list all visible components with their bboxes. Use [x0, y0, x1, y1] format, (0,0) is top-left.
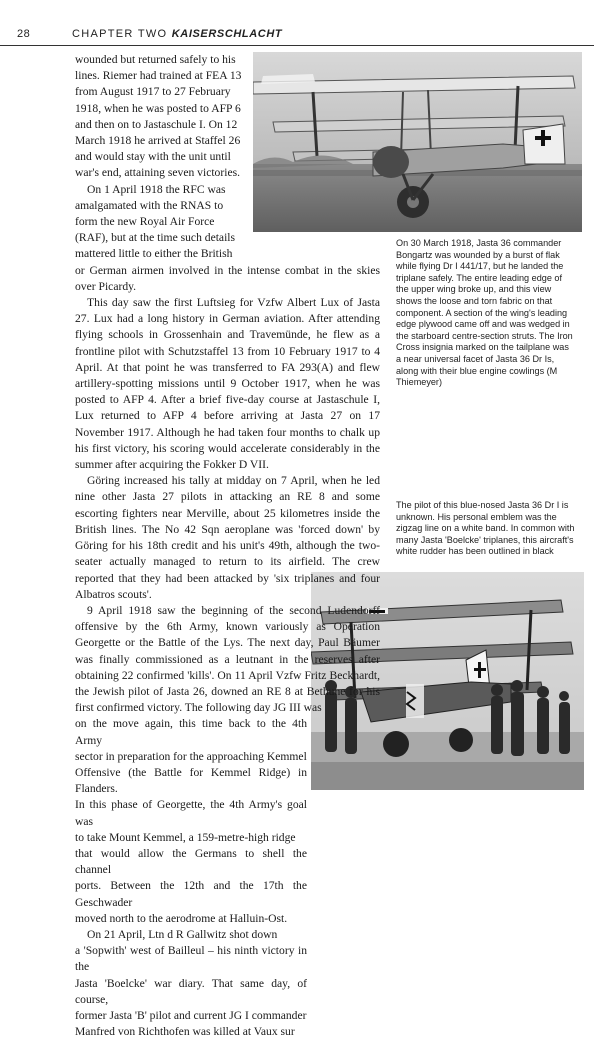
- text-line: lines. Riemer had trained at FEA 13: [75, 69, 242, 83]
- text-line: In this phase of Georgette, the 4th Army's goal was: [75, 798, 307, 828]
- text-line: On 1 April 1918 the RFC was: [87, 182, 226, 196]
- text-line: moved north to the aerodrome at Halluin-Ost.: [75, 911, 288, 925]
- text-line: Jasta 'Boelcke' war diary. That same day, of course,: [75, 976, 307, 1006]
- text-line: March 1918 he arrived at Staffel 26: [75, 134, 241, 148]
- text-line: war's end, attaining seven victories.: [75, 166, 240, 180]
- narrow-column-intro: [75, 52, 247, 263]
- text-line: On 21 April, Ltn d R Gallwitz shot down: [87, 927, 278, 941]
- paragraph: Göring increased his tally at midday on 7 April, when he led nine other Jasta 27 pilots in attacking an RE 8 and some escorting fighters near Merville, about 25 kilometres inside the British lines. The No 42 Sqn aeroplane was 'forced down' by Göring for his 18th credit and his unit's 49th, although the two-seater actually managed to return to its airfield. The crew reported that they had been attacked by 'six triplanes and four Albatros scouts'.: [75, 474, 380, 601]
- page-header: [0, 0, 594, 40]
- text-line: from August 1917 to 27 February: [75, 85, 231, 99]
- text-line: (RAF), but at the time such details: [75, 231, 236, 245]
- text-line: wounded but returned safely to his: [75, 53, 236, 66]
- text-line: Offensive (the Battle for Kemmel Ridge) in Flanders.: [75, 765, 307, 796]
- narrow-column-lower: [75, 716, 307, 1040]
- top-photo-caption: On 30 March 1918, Jasta 36 commander Bongartz was wounded by a burst of flak while flying Dr I 441/17, but he landed the triplane safely. The entire leading edge of the upper wing broke up, and this view shows the loose and torn fabric on that component. A section of the wing's leading edge plywood came off and was wedged in the starboard centre-section struts. The Iron Cross insignia marked on the tailplane was a near universal facet of Jasta 36 Dr Is, along with their blue engine cowlings (M Thiemeyer): [396, 238, 573, 388]
- chapter-title: KAISERSCHLACHT: [171, 28, 283, 40]
- text-line: Manfred von Richthofen was killed at Vaux sur: [75, 1025, 295, 1039]
- text-line: ports. Between the 12th and the 17th the Geschwader: [75, 879, 307, 909]
- text-line: 1918, when he was posted to AFP 6: [75, 101, 241, 115]
- text-line: a 'Sopwith' west of Bailleul – his ninth victory in the: [75, 944, 307, 974]
- text-line: mattered little to either the British: [75, 247, 233, 261]
- header-rule: [0, 45, 594, 46]
- article-body: [75, 52, 380, 1040]
- paragraph: 9 April 1918 saw the beginning of the second Ludendorff offensive by the 6th Army, known variously as Operation Georgette or the Battle of the Lys. The next day, Paul Bäumer was finally commissioned as a leutnant in the reserves after obtaining 22 confirmed 'kills'. On 11 April Vzfw Fritz Beckhardt, the Jewish pilot of Jasta 26, downed an RE 8 at Bethune for his first confirmed victory. The following day JG III was: [75, 603, 380, 715]
- text-line: that would allow the Germans to shell the channel: [75, 846, 307, 877]
- text-line: to take Mount Kemmel, a 159-metre-high ridge: [75, 830, 296, 844]
- text-line: former Jasta 'B' pilot and current JG I commander: [75, 1008, 307, 1022]
- text-line: form the new Royal Air Force: [75, 215, 215, 229]
- text-line: amalgamated with the RNAS to: [75, 198, 224, 212]
- text-line: on the move again, this time back to the 4th Army: [75, 717, 307, 747]
- bottom-photo-caption: The pilot of this blue-nosed Jasta 36 Dr I is unknown. His personal emblem was the zigzag line on a white band. In common with many Jasta 'Boelcke' triplanes, this aircraft's white rudder has been outlined in black: [396, 500, 575, 557]
- text-line: and then on to Jastaschule I. On 12: [75, 117, 238, 131]
- paragraph: or German airmen involved in the intense combat in the skies over Picardy.: [75, 263, 380, 293]
- paragraph: This day saw the first Luftsieg for Vzfw Albert Lux of Jasta 27. Lux had a long history in German aviation. After attending flying schools in Grossenhain and Travemünde, he flew as a frontline pilot with Schutzstaffel 13 from 10 February 1917 to 4 April. At that point he was transferred to FA 293(A) and flew artillery-spotting missions until 9 October 1917, when he was posted to AFP 4. After a brief five-day course at Jastaschule I, Lux returned to AFP 4 before arriving at Jasta 27 on 17 November 1917. Although he had taken four months to chalk up his first victory, his scoring would accelerate considerably in the summer after acquiring the Fokker D VII.: [75, 296, 380, 472]
- running-head: [72, 28, 282, 40]
- text-line: and would stay with the unit until: [75, 150, 231, 164]
- chapter-label: CHAPTER TWO: [72, 28, 168, 40]
- text-line: sector in preparation for the approaching Kemmel: [75, 749, 307, 763]
- page-number: 28: [17, 28, 31, 40]
